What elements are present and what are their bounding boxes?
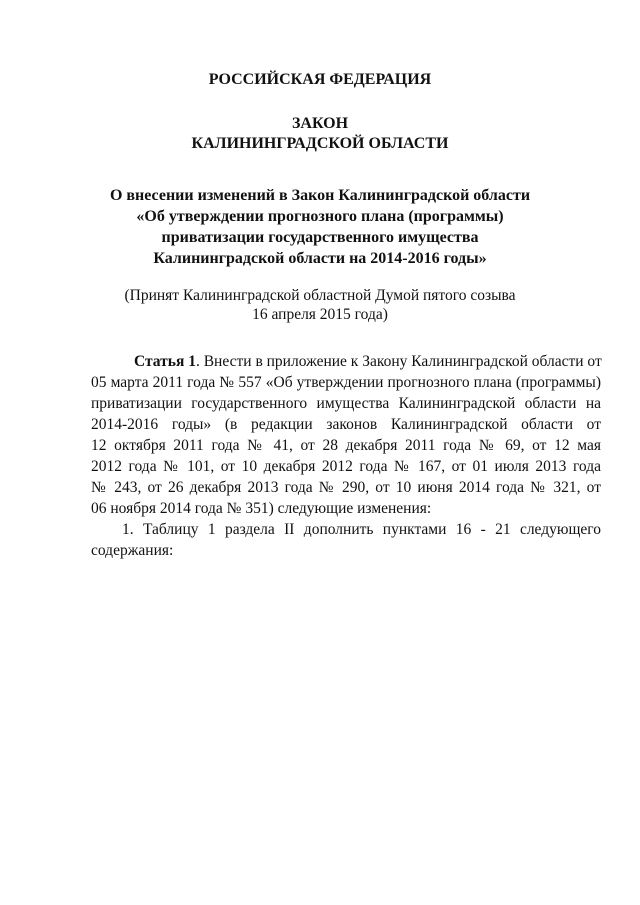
article-text-line: № 243, от 26 декабря 2013 года № 290, от 10 июня 2014 года № 321, от xyxy=(91,479,601,496)
article-text-line: 05 марта 2011 года № 557 «Об утверждении прогнозного плана (программы) xyxy=(91,374,601,391)
article-first-line-text: . Внести в приложение к Закону Калининградской области от xyxy=(195,353,602,370)
law-title-line: О внесении изменений в Закон Калининградской области xyxy=(109,187,531,204)
law-heading: ЗАКОН xyxy=(291,115,349,132)
article-text-line: 12 октября 2011 года № 41, от 28 декабря 2011 года № 69, от 12 мая xyxy=(91,437,601,454)
law-title-line: «Об утверждении прогнозного плана (программы) xyxy=(136,208,504,225)
item-1-line: содержания: xyxy=(91,542,174,559)
article-text-line: 2012 года № 101, от 10 декабря 2012 года № 167, от 01 июля 2013 года xyxy=(91,458,601,475)
item-1-line: 1. Таблицу 1 раздела II дополнить пунктами 16 - 21 следующего xyxy=(122,521,601,538)
article-text-line: 2014-2016 годы» (в редакции законов Калининградской области от xyxy=(91,416,601,433)
article-first-line xyxy=(91,352,601,371)
adoption-note-line: (Принят Калининградской областной Думой пятого созыва xyxy=(124,287,516,304)
country-heading: РОССИЙСКАЯ ФЕДЕРАЦИЯ xyxy=(208,71,432,88)
law-title-line: Калининградской области на 2014-2016 годы» xyxy=(153,250,487,267)
region-heading: КАЛИНИНГРАДСКОЙ ОБЛАСТИ xyxy=(191,135,449,152)
article-label: Статья 1 xyxy=(134,353,196,370)
adoption-note-line: 16 апреля 2015 года) xyxy=(252,306,388,323)
law-title-line: приватизации государственного имущества xyxy=(161,229,479,246)
article-text-line: приватизации государственного имущества Калининградской области на xyxy=(91,395,601,412)
article-text-line: 06 ноября 2014 года № 351) следующие изменения: xyxy=(91,500,432,517)
